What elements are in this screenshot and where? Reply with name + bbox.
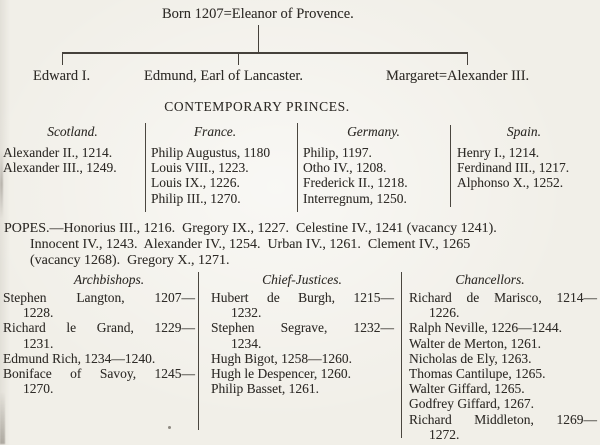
- offices-list-chief-justices: [211, 290, 394, 396]
- office-entry: Hugh le Despencer, 1260.: [211, 366, 352, 382]
- office-entry: Richard le Grand, 1229—: [3, 320, 195, 336]
- tree-stub-right: [467, 53, 468, 65]
- office-entry: Ralph Neville, 1226—1244.: [409, 320, 562, 336]
- office-entry: Hugh Bigot, 1258—1260.: [211, 350, 353, 366]
- office-entry: Hubert de Burgh, 1215—: [211, 290, 394, 305]
- offices-list-archbishops: [3, 290, 195, 396]
- office-entry: Nicholas de Ely, 1263.: [409, 350, 532, 366]
- office-entry: Thomas Cantilupe, 1265.: [409, 366, 546, 382]
- prince-entry: Philip, 1197.: [303, 145, 372, 160]
- office-entry: Edmund Rich, 1234—1240.: [3, 350, 156, 366]
- office-entry: Stephen Segrave, 1232—: [211, 320, 394, 336]
- office-entry-continuation: 1231.: [23, 335, 54, 351]
- prince-entry: Louis VIII., 1223.: [151, 160, 249, 176]
- office-entry: Richard de Marisco, 1214—: [409, 290, 597, 305]
- tree-stub-middle: [238, 53, 239, 65]
- prince-entry: Otho IV., 1208.: [303, 160, 387, 176]
- tree-descent-line: [258, 25, 259, 52]
- tree-stub-left: [62, 53, 63, 65]
- office-entry: Godfrey Giffard, 1267.: [409, 396, 534, 412]
- prince-entry: Alexander II., 1214.: [3, 145, 113, 160]
- office-entry-continuation: 1270.: [23, 381, 54, 397]
- tree-child-edward: Edward I.: [33, 68, 91, 84]
- princes-list-scotland: [3, 145, 117, 175]
- offices-list-chancellors: [409, 290, 597, 442]
- office-entry-continuation: 1234.: [231, 335, 262, 351]
- office-entry: Richard Middleton, 1269—: [409, 411, 597, 427]
- tree-child-margaret: Margaret=Alexander III.: [386, 68, 530, 84]
- office-entry: Walter de Merton, 1261.: [409, 335, 542, 351]
- prince-entry: Louis IX., 1226.: [151, 175, 240, 191]
- princes-list-spain: [457, 145, 569, 191]
- princes-header-spain: Spain.: [506, 124, 542, 139]
- princes-list-germany: [303, 145, 408, 206]
- prince-entry: Henry I., 1214.: [457, 145, 540, 160]
- offices-header-chancellors: Chancellors.: [455, 272, 525, 287]
- office-entry-continuation: 1272.: [429, 426, 460, 442]
- tree-parents-label: Born 1207=Eleanor of Provence.: [162, 6, 354, 22]
- tree-sibling-line: [62, 52, 468, 54]
- popes-line-2: Innocent IV., 1243. Alexander IV., 1254. Urban IV., 1261. Clement IV., 1265: [30, 237, 471, 252]
- office-entry: Stephen Langton, 1207—: [3, 290, 195, 305]
- prince-entry: Philip III., 1270.: [151, 190, 241, 206]
- popes-line-1: POPES.—Honorius III., 1216. Gregory IX., 1227. Celestine IV., 1241 (vacancy 1241).: [4, 221, 497, 236]
- office-entry-continuation: 1226.: [429, 305, 460, 321]
- prince-entry: Frederick II., 1218.: [303, 175, 408, 191]
- popes-line-3: (vacancy 1268). Gregory X., 1271.: [30, 253, 230, 268]
- office-entry-continuation: 1228.: [23, 305, 54, 321]
- tree-child-edmund: Edmund, Earl of Lancaster.: [144, 68, 304, 84]
- princes-header-france: France.: [193, 124, 237, 139]
- scan-artifact: [0, 392, 5, 444]
- offices-divider-1: [198, 272, 199, 430]
- prince-entry: Alphonso X., 1252.: [457, 175, 564, 191]
- princes-header-scotland: Scotland.: [47, 124, 98, 139]
- office-entry: Walter Giffard, 1265.: [409, 381, 525, 397]
- office-entry: Philip Basset, 1261.: [211, 381, 320, 397]
- section-title: CONTEMPORARY PRINCES.: [164, 99, 350, 114]
- prince-entry: Interregnum, 1250.: [303, 190, 407, 206]
- prince-entry: Ferdinand III., 1217.: [457, 160, 570, 176]
- princes-header-germany: Germany.: [347, 124, 400, 139]
- offices-divider-2: [401, 272, 402, 438]
- office-entry-continuation: 1232.: [231, 305, 262, 321]
- scan-artifact: [168, 426, 171, 429]
- office-entry: Boniface of Savoy, 1245—: [3, 366, 195, 382]
- offices-header-archbishops: Archbishops.: [73, 272, 145, 287]
- prince-entry: Alexander III., 1249.: [3, 160, 117, 176]
- princes-list-france: [151, 145, 270, 206]
- prince-entry: Philip Augustus, 1180: [151, 145, 271, 160]
- offices-header-chief-justices: Chief-Justices.: [262, 272, 342, 287]
